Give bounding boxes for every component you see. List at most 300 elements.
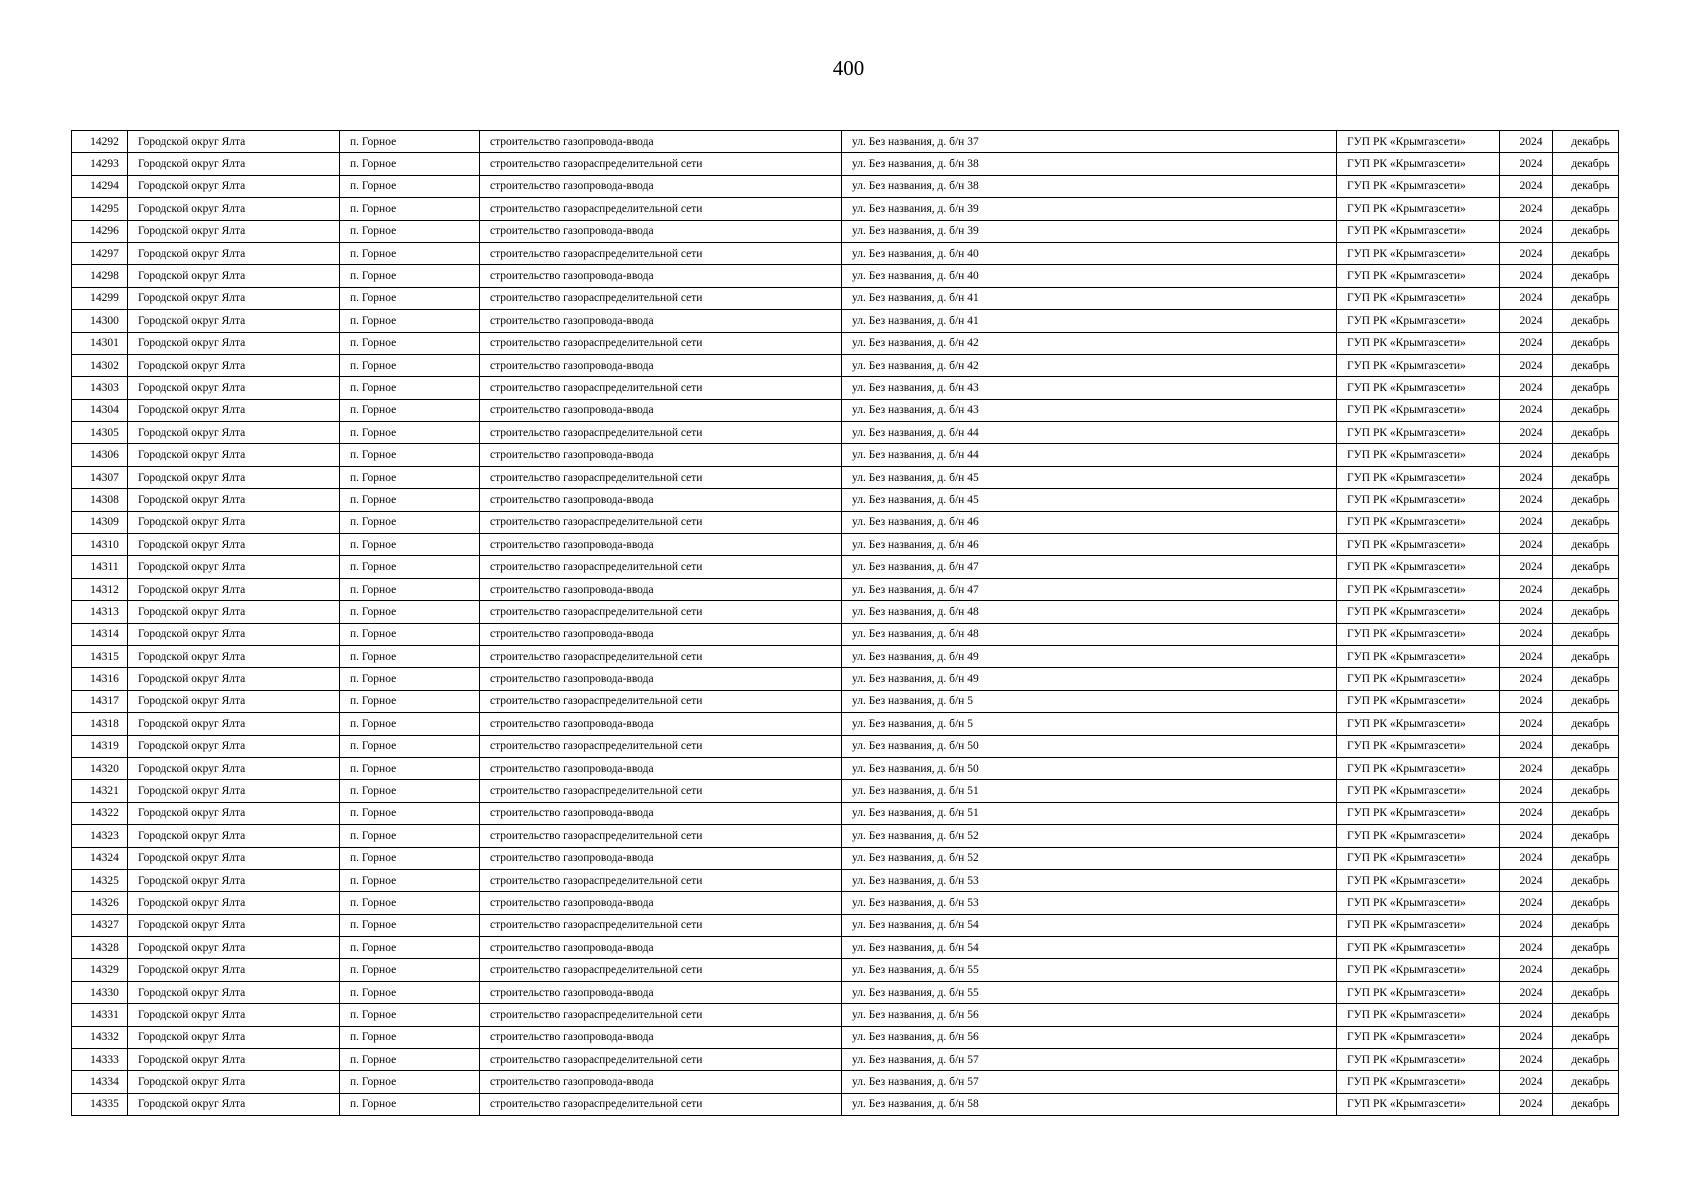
- organization-cell: ГУП РК «Крымгазсети»: [1337, 1093, 1500, 1115]
- locality-cell: п. Горное: [340, 802, 480, 824]
- organization-cell: ГУП РК «Крымгазсети»: [1337, 937, 1500, 959]
- month-cell: декабрь: [1553, 198, 1619, 220]
- table-row: [72, 444, 1619, 466]
- organization-cell: ГУП РК «Крымгазсети»: [1337, 220, 1500, 242]
- month-cell: декабрь: [1553, 332, 1619, 354]
- work-type-cell: строительство газопровода-ввода: [480, 937, 842, 959]
- locality-cell: п. Горное: [340, 287, 480, 309]
- address-cell: ул. Без названия, д. б/н 55: [842, 981, 1337, 1003]
- work-type-cell: строительство газораспределительной сети: [480, 556, 842, 578]
- organization-cell: ГУП РК «Крымгазсети»: [1337, 287, 1500, 309]
- locality-cell: п. Горное: [340, 242, 480, 264]
- address-cell: ул. Без названия, д. б/н 40: [842, 265, 1337, 287]
- table-row: [72, 511, 1619, 533]
- year-cell: 2024: [1500, 511, 1553, 533]
- month-cell: декабрь: [1553, 735, 1619, 757]
- month-cell: декабрь: [1553, 914, 1619, 936]
- address-cell: ул. Без названия, д. б/н 51: [842, 780, 1337, 802]
- year-cell: 2024: [1500, 713, 1553, 735]
- address-cell: ул. Без названия, д. б/н 49: [842, 668, 1337, 690]
- month-cell: декабрь: [1553, 287, 1619, 309]
- address-cell: ул. Без названия, д. б/н 50: [842, 757, 1337, 779]
- district-cell: Городской округ Ялта: [128, 1093, 340, 1115]
- year-cell: 2024: [1500, 287, 1553, 309]
- organization-cell: ГУП РК «Крымгазсети»: [1337, 668, 1500, 690]
- work-type-cell: строительство газопровода-ввода: [480, 847, 842, 869]
- work-type-cell: строительство газораспределительной сети: [480, 511, 842, 533]
- locality-cell: п. Горное: [340, 623, 480, 645]
- locality-cell: п. Горное: [340, 690, 480, 712]
- address-cell: ул. Без названия, д. б/н 39: [842, 198, 1337, 220]
- locality-cell: п. Горное: [340, 131, 480, 153]
- table-row: [72, 690, 1619, 712]
- organization-cell: ГУП РК «Крымгазсети»: [1337, 489, 1500, 511]
- district-cell: Городской округ Ялта: [128, 825, 340, 847]
- organization-cell: ГУП РК «Крымгазсети»: [1337, 310, 1500, 332]
- table-body: [72, 131, 1619, 1116]
- organization-cell: ГУП РК «Крымгазсети»: [1337, 1004, 1500, 1026]
- year-cell: 2024: [1500, 332, 1553, 354]
- work-type-cell: строительство газопровода-ввода: [480, 757, 842, 779]
- month-cell: декабрь: [1553, 601, 1619, 623]
- district-cell: Городской округ Ялта: [128, 444, 340, 466]
- locality-cell: п. Горное: [340, 175, 480, 197]
- month-cell: декабрь: [1553, 825, 1619, 847]
- work-type-cell: строительство газораспределительной сети: [480, 377, 842, 399]
- year-cell: 2024: [1500, 1004, 1553, 1026]
- row-number-cell: 14317: [72, 690, 128, 712]
- month-cell: декабрь: [1553, 623, 1619, 645]
- table-row: [72, 466, 1619, 488]
- row-number-cell: 14292: [72, 131, 128, 153]
- row-number-cell: 14312: [72, 578, 128, 600]
- row-number-cell: 14335: [72, 1093, 128, 1115]
- locality-cell: п. Горное: [340, 534, 480, 556]
- organization-cell: ГУП РК «Крымгазсети»: [1337, 601, 1500, 623]
- address-cell: ул. Без названия, д. б/н 43: [842, 399, 1337, 421]
- locality-cell: п. Горное: [340, 1071, 480, 1093]
- address-cell: ул. Без названия, д. б/н 53: [842, 892, 1337, 914]
- district-cell: Городской округ Ялта: [128, 242, 340, 264]
- work-type-cell: строительство газопровода-ввода: [480, 1026, 842, 1048]
- district-cell: Городской округ Ялта: [128, 959, 340, 981]
- work-type-cell: строительство газораспределительной сети: [480, 198, 842, 220]
- district-cell: Городской округ Ялта: [128, 354, 340, 376]
- year-cell: 2024: [1500, 556, 1553, 578]
- address-cell: ул. Без названия, д. б/н 54: [842, 914, 1337, 936]
- district-cell: Городской округ Ялта: [128, 310, 340, 332]
- year-cell: 2024: [1500, 242, 1553, 264]
- locality-cell: п. Горное: [340, 1026, 480, 1048]
- address-cell: ул. Без названия, д. б/н 58: [842, 1093, 1337, 1115]
- work-type-cell: строительство газопровода-ввода: [480, 892, 842, 914]
- organization-cell: ГУП РК «Крымгазсети»: [1337, 623, 1500, 645]
- organization-cell: ГУП РК «Крымгазсети»: [1337, 645, 1500, 667]
- address-cell: ул. Без названия, д. б/н 47: [842, 556, 1337, 578]
- district-cell: Городской округ Ялта: [128, 332, 340, 354]
- page-number: 400: [832, 56, 865, 80]
- address-cell: ул. Без названия, д. б/н 50: [842, 735, 1337, 757]
- work-type-cell: строительство газопровода-ввода: [480, 1071, 842, 1093]
- row-number-cell: 14324: [72, 847, 128, 869]
- table-row: [72, 847, 1619, 869]
- organization-cell: ГУП РК «Крымгазсети»: [1337, 265, 1500, 287]
- work-type-cell: строительство газопровода-ввода: [480, 354, 842, 376]
- organization-cell: ГУП РК «Крымгазсети»: [1337, 780, 1500, 802]
- locality-cell: п. Горное: [340, 578, 480, 600]
- locality-cell: п. Горное: [340, 310, 480, 332]
- locality-cell: п. Горное: [340, 444, 480, 466]
- month-cell: декабрь: [1553, 354, 1619, 376]
- work-type-cell: строительство газораспределительной сети: [480, 780, 842, 802]
- district-cell: Городской округ Ялта: [128, 847, 340, 869]
- table-row: [72, 668, 1619, 690]
- address-cell: ул. Без названия, д. б/н 51: [842, 802, 1337, 824]
- district-cell: Городской округ Ялта: [128, 489, 340, 511]
- table-row: [72, 310, 1619, 332]
- row-number-cell: 14308: [72, 489, 128, 511]
- table-row: [72, 287, 1619, 309]
- work-type-cell: строительство газопровода-ввода: [480, 668, 842, 690]
- row-number-cell: 14319: [72, 735, 128, 757]
- locality-cell: п. Горное: [340, 780, 480, 802]
- district-cell: Городской округ Ялта: [128, 690, 340, 712]
- district-cell: Городской округ Ялта: [128, 601, 340, 623]
- work-type-cell: строительство газопровода-ввода: [480, 981, 842, 1003]
- locality-cell: п. Горное: [340, 1049, 480, 1071]
- table-row: [72, 981, 1619, 1003]
- row-number-cell: 14306: [72, 444, 128, 466]
- month-cell: декабрь: [1553, 1004, 1619, 1026]
- month-cell: декабрь: [1553, 847, 1619, 869]
- locality-cell: п. Горное: [340, 399, 480, 421]
- row-number-cell: 14322: [72, 802, 128, 824]
- work-type-cell: строительство газопровода-ввода: [480, 399, 842, 421]
- row-number-cell: 14302: [72, 354, 128, 376]
- organization-cell: ГУП РК «Крымгазсети»: [1337, 690, 1500, 712]
- work-type-cell: строительство газораспределительной сети: [480, 242, 842, 264]
- row-number-cell: 14296: [72, 220, 128, 242]
- locality-cell: п. Горное: [340, 735, 480, 757]
- year-cell: 2024: [1500, 847, 1553, 869]
- district-cell: Городской округ Ялта: [128, 757, 340, 779]
- district-cell: Городской округ Ялта: [128, 869, 340, 891]
- work-type-cell: строительство газопровода-ввода: [480, 220, 842, 242]
- year-cell: 2024: [1500, 489, 1553, 511]
- locality-cell: п. Горное: [340, 757, 480, 779]
- year-cell: 2024: [1500, 466, 1553, 488]
- address-cell: ул. Без названия, д. б/н 48: [842, 623, 1337, 645]
- month-cell: декабрь: [1553, 892, 1619, 914]
- locality-cell: п. Горное: [340, 601, 480, 623]
- table-row: [72, 1049, 1619, 1071]
- district-cell: Городской округ Ялта: [128, 131, 340, 153]
- locality-cell: п. Горное: [340, 265, 480, 287]
- row-number-cell: 14297: [72, 242, 128, 264]
- year-cell: 2024: [1500, 735, 1553, 757]
- row-number-cell: 14304: [72, 399, 128, 421]
- organization-cell: ГУП РК «Крымгазсети»: [1337, 825, 1500, 847]
- row-number-cell: 14332: [72, 1026, 128, 1048]
- address-cell: ул. Без названия, д. б/н 38: [842, 175, 1337, 197]
- month-cell: декабрь: [1553, 937, 1619, 959]
- organization-cell: ГУП РК «Крымгазсети»: [1337, 981, 1500, 1003]
- month-cell: декабрь: [1553, 131, 1619, 153]
- table-row: [72, 578, 1619, 600]
- year-cell: 2024: [1500, 690, 1553, 712]
- address-cell: ул. Без названия, д. б/н 49: [842, 645, 1337, 667]
- district-cell: Городской округ Ялта: [128, 578, 340, 600]
- table-row: [72, 780, 1619, 802]
- locality-cell: п. Горное: [340, 153, 480, 175]
- locality-cell: п. Горное: [340, 713, 480, 735]
- organization-cell: ГУП РК «Крымгазсети»: [1337, 847, 1500, 869]
- address-cell: ул. Без названия, д. б/н 40: [842, 242, 1337, 264]
- work-type-cell: строительство газопровода-ввода: [480, 265, 842, 287]
- organization-cell: ГУП РК «Крымгазсети»: [1337, 534, 1500, 556]
- table-row: [72, 489, 1619, 511]
- locality-cell: п. Горное: [340, 937, 480, 959]
- locality-cell: п. Горное: [340, 198, 480, 220]
- month-cell: декабрь: [1553, 422, 1619, 444]
- address-cell: ул. Без названия, д. б/н 41: [842, 287, 1337, 309]
- locality-cell: п. Горное: [340, 489, 480, 511]
- district-cell: Городской округ Ялта: [128, 534, 340, 556]
- address-cell: ул. Без названия, д. б/н 44: [842, 422, 1337, 444]
- table-row: [72, 377, 1619, 399]
- row-number-cell: 14331: [72, 1004, 128, 1026]
- district-cell: Городской округ Ялта: [128, 1004, 340, 1026]
- district-cell: Городской округ Ялта: [128, 892, 340, 914]
- row-number-cell: 14314: [72, 623, 128, 645]
- district-cell: Городской округ Ялта: [128, 153, 340, 175]
- row-number-cell: 14293: [72, 153, 128, 175]
- work-type-cell: строительство газораспределительной сети: [480, 914, 842, 936]
- address-cell: ул. Без названия, д. б/н 5: [842, 713, 1337, 735]
- work-type-cell: строительство газораспределительной сети: [480, 869, 842, 891]
- organization-cell: ГУП РК «Крымгазсети»: [1337, 131, 1500, 153]
- address-cell: ул. Без названия, д. б/н 46: [842, 534, 1337, 556]
- locality-cell: п. Горное: [340, 892, 480, 914]
- table-row: [72, 959, 1619, 981]
- address-cell: ул. Без названия, д. б/н 39: [842, 220, 1337, 242]
- year-cell: 2024: [1500, 578, 1553, 600]
- address-cell: ул. Без названия, д. б/н 37: [842, 131, 1337, 153]
- organization-cell: ГУП РК «Крымгазсети»: [1337, 153, 1500, 175]
- table-row: [72, 937, 1619, 959]
- work-type-cell: строительство газораспределительной сети: [480, 287, 842, 309]
- locality-cell: п. Горное: [340, 220, 480, 242]
- row-number-cell: 14320: [72, 757, 128, 779]
- address-cell: ул. Без названия, д. б/н 42: [842, 332, 1337, 354]
- locality-cell: п. Горное: [340, 1093, 480, 1115]
- locality-cell: п. Горное: [340, 981, 480, 1003]
- district-cell: Городской округ Ялта: [128, 466, 340, 488]
- organization-cell: ГУП РК «Крымгазсети»: [1337, 332, 1500, 354]
- year-cell: 2024: [1500, 377, 1553, 399]
- row-number-cell: 14334: [72, 1071, 128, 1093]
- address-cell: ул. Без названия, д. б/н 45: [842, 466, 1337, 488]
- table-row: [72, 1026, 1619, 1048]
- table-row: [72, 601, 1619, 623]
- organization-cell: ГУП РК «Крымгазсети»: [1337, 422, 1500, 444]
- year-cell: 2024: [1500, 131, 1553, 153]
- district-cell: Городской округ Ялта: [128, 1071, 340, 1093]
- locality-cell: п. Горное: [340, 959, 480, 981]
- table-row: [72, 242, 1619, 264]
- row-number-cell: 14301: [72, 332, 128, 354]
- work-type-cell: строительство газораспределительной сети: [480, 959, 842, 981]
- table-row: [72, 802, 1619, 824]
- month-cell: декабрь: [1553, 578, 1619, 600]
- month-cell: декабрь: [1553, 802, 1619, 824]
- organization-cell: ГУП РК «Крымгазсети»: [1337, 354, 1500, 376]
- table-row: [72, 892, 1619, 914]
- work-type-cell: строительство газопровода-ввода: [480, 444, 842, 466]
- month-cell: декабрь: [1553, 310, 1619, 332]
- row-number-cell: 14309: [72, 511, 128, 533]
- district-cell: Городской округ Ялта: [128, 1049, 340, 1071]
- table-row: [72, 422, 1619, 444]
- address-cell: ул. Без названия, д. б/н 52: [842, 825, 1337, 847]
- row-number-cell: 14328: [72, 937, 128, 959]
- district-cell: Городской округ Ялта: [128, 422, 340, 444]
- organization-cell: ГУП РК «Крымгазсети»: [1337, 735, 1500, 757]
- address-cell: ул. Без названия, д. б/н 48: [842, 601, 1337, 623]
- organization-cell: ГУП РК «Крымгазсети»: [1337, 959, 1500, 981]
- work-type-cell: строительство газопровода-ввода: [480, 131, 842, 153]
- month-cell: декабрь: [1553, 668, 1619, 690]
- year-cell: 2024: [1500, 623, 1553, 645]
- work-type-cell: строительство газопровода-ввода: [480, 802, 842, 824]
- address-cell: ул. Без названия, д. б/н 38: [842, 153, 1337, 175]
- table-row: [72, 713, 1619, 735]
- year-cell: 2024: [1500, 310, 1553, 332]
- row-number-cell: 14327: [72, 914, 128, 936]
- organization-cell: ГУП РК «Крымгазсети»: [1337, 914, 1500, 936]
- district-cell: Городской округ Ялта: [128, 735, 340, 757]
- row-number-cell: 14305: [72, 422, 128, 444]
- month-cell: декабрь: [1553, 153, 1619, 175]
- table-row: [72, 534, 1619, 556]
- work-type-cell: строительство газораспределительной сети: [480, 690, 842, 712]
- year-cell: 2024: [1500, 780, 1553, 802]
- district-cell: Городской округ Ялта: [128, 780, 340, 802]
- row-number-cell: 14316: [72, 668, 128, 690]
- organization-cell: ГУП РК «Крымгазсети»: [1337, 1026, 1500, 1048]
- work-type-cell: строительство газораспределительной сети: [480, 153, 842, 175]
- work-type-cell: строительство газораспределительной сети: [480, 1093, 842, 1115]
- month-cell: декабрь: [1553, 1093, 1619, 1115]
- table-row: [72, 914, 1619, 936]
- row-number-cell: 14333: [72, 1049, 128, 1071]
- locality-cell: п. Горное: [340, 422, 480, 444]
- district-cell: Городской округ Ялта: [128, 377, 340, 399]
- year-cell: 2024: [1500, 645, 1553, 667]
- organization-cell: ГУП РК «Крымгазсети»: [1337, 1049, 1500, 1071]
- table-row: [72, 153, 1619, 175]
- organization-cell: ГУП РК «Крымгазсети»: [1337, 892, 1500, 914]
- locality-cell: п. Горное: [340, 825, 480, 847]
- month-cell: декабрь: [1553, 981, 1619, 1003]
- district-cell: Городской округ Ялта: [128, 802, 340, 824]
- row-number-cell: 14299: [72, 287, 128, 309]
- row-number-cell: 14323: [72, 825, 128, 847]
- row-number-cell: 14294: [72, 175, 128, 197]
- month-cell: декабрь: [1553, 265, 1619, 287]
- month-cell: декабрь: [1553, 175, 1619, 197]
- month-cell: декабрь: [1553, 220, 1619, 242]
- address-cell: ул. Без названия, д. б/н 5: [842, 690, 1337, 712]
- year-cell: 2024: [1500, 399, 1553, 421]
- row-number-cell: 14303: [72, 377, 128, 399]
- row-number-cell: 14326: [72, 892, 128, 914]
- organization-cell: ГУП РК «Крымгазсети»: [1337, 511, 1500, 533]
- year-cell: 2024: [1500, 1093, 1553, 1115]
- year-cell: 2024: [1500, 534, 1553, 556]
- row-number-cell: 14295: [72, 198, 128, 220]
- work-type-cell: строительство газораспределительной сети: [480, 645, 842, 667]
- row-number-cell: 14321: [72, 780, 128, 802]
- work-type-cell: строительство газопровода-ввода: [480, 310, 842, 332]
- district-cell: Городской округ Ялта: [128, 981, 340, 1003]
- address-cell: ул. Без названия, д. б/н 47: [842, 578, 1337, 600]
- district-cell: Городской округ Ялта: [128, 399, 340, 421]
- organization-cell: ГУП РК «Крымгазсети»: [1337, 1071, 1500, 1093]
- month-cell: декабрь: [1553, 1071, 1619, 1093]
- district-cell: Городской округ Ялта: [128, 175, 340, 197]
- district-cell: Городской округ Ялта: [128, 511, 340, 533]
- month-cell: декабрь: [1553, 511, 1619, 533]
- year-cell: 2024: [1500, 354, 1553, 376]
- work-type-cell: строительство газораспределительной сети: [480, 1004, 842, 1026]
- locality-cell: п. Горное: [340, 511, 480, 533]
- address-cell: ул. Без названия, д. б/н 54: [842, 937, 1337, 959]
- month-cell: декабрь: [1553, 489, 1619, 511]
- work-type-cell: строительство газораспределительной сети: [480, 422, 842, 444]
- organization-cell: ГУП РК «Крымгазсети»: [1337, 444, 1500, 466]
- year-cell: 2024: [1500, 869, 1553, 891]
- district-cell: Городской округ Ялта: [128, 265, 340, 287]
- locality-cell: п. Горное: [340, 332, 480, 354]
- address-cell: ул. Без названия, д. б/н 56: [842, 1004, 1337, 1026]
- year-cell: 2024: [1500, 825, 1553, 847]
- row-number-cell: 14313: [72, 601, 128, 623]
- district-cell: Городской округ Ялта: [128, 937, 340, 959]
- row-number-cell: 14300: [72, 310, 128, 332]
- district-cell: Городской округ Ялта: [128, 668, 340, 690]
- work-type-cell: строительство газораспределительной сети: [480, 332, 842, 354]
- row-number-cell: 14329: [72, 959, 128, 981]
- year-cell: 2024: [1500, 175, 1553, 197]
- address-cell: ул. Без названия, д. б/н 45: [842, 489, 1337, 511]
- address-cell: ул. Без названия, д. б/н 41: [842, 310, 1337, 332]
- table-row: [72, 623, 1619, 645]
- district-cell: Городской округ Ялта: [128, 198, 340, 220]
- month-cell: декабрь: [1553, 534, 1619, 556]
- locality-cell: п. Горное: [340, 377, 480, 399]
- month-cell: декабрь: [1553, 780, 1619, 802]
- row-number-cell: 14325: [72, 869, 128, 891]
- year-cell: 2024: [1500, 198, 1553, 220]
- year-cell: 2024: [1500, 220, 1553, 242]
- table-row: [72, 1093, 1619, 1115]
- work-type-cell: строительство газораспределительной сети: [480, 825, 842, 847]
- table-row: [72, 399, 1619, 421]
- address-cell: ул. Без названия, д. б/н 53: [842, 869, 1337, 891]
- year-cell: 2024: [1500, 422, 1553, 444]
- year-cell: 2024: [1500, 937, 1553, 959]
